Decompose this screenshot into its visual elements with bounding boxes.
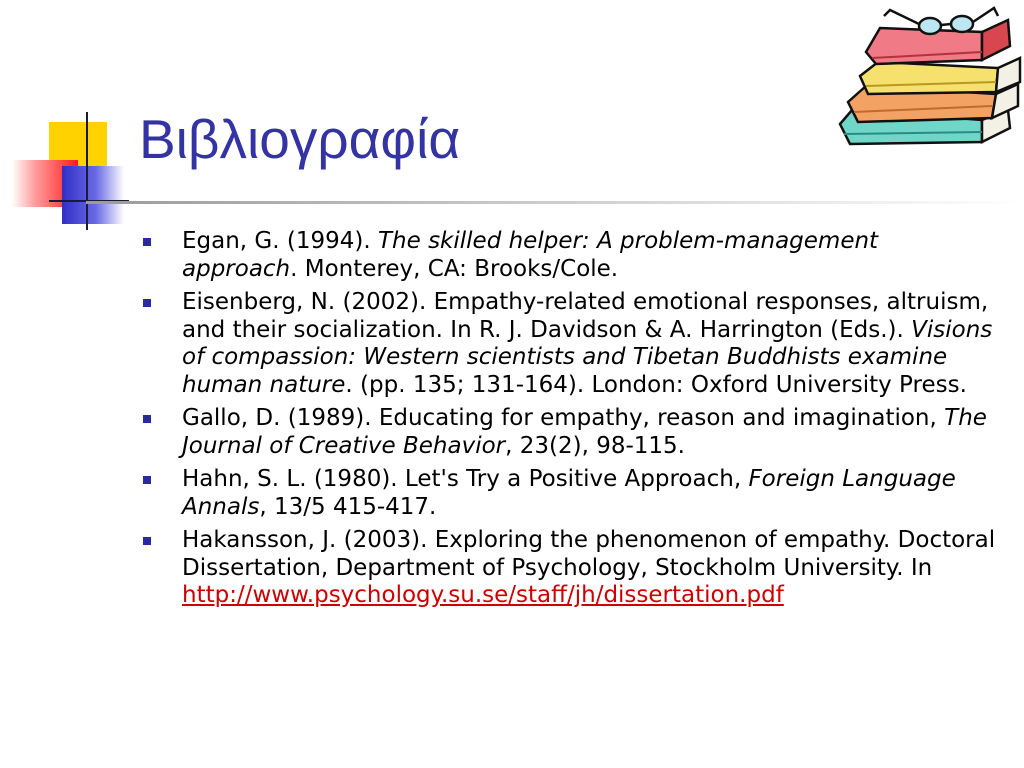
reference-item bbox=[140, 405, 1000, 460]
reference-item bbox=[140, 466, 1000, 521]
reference-text: Hakansson, J. (2003). Exploring the phenomenon of empathy. Doctoral Dissertation, Department of Psychology, Stockholm University. In bbox=[182, 527, 996, 581]
books-icon bbox=[832, 2, 1024, 157]
reference-title: Visions of compassion: Western scientists and Tibetan Buddhists examine human nature bbox=[182, 316, 993, 398]
reference-text: , 23(2), 98-115. bbox=[505, 432, 685, 459]
reference-item bbox=[140, 527, 1000, 610]
slide-title: Βιβλιογραφία bbox=[139, 108, 461, 170]
reference-text: Eisenberg, N. (2002). Empathy-related emotional responses, altruism, and their socialization. In R. J. Davidson & A. Harrington (Eds.). bbox=[182, 289, 989, 343]
reference-text: . (pp. 135; 131-164). London: Oxford University Press. bbox=[345, 371, 967, 398]
decor-blue-square bbox=[62, 166, 124, 224]
reference-title: The Journal of Creative Behavior bbox=[182, 405, 987, 459]
bullet-icon bbox=[143, 238, 151, 246]
decor-vertical-line bbox=[86, 112, 88, 230]
bullet-icon bbox=[143, 537, 151, 545]
reference-text: , 13/5 415-417. bbox=[259, 493, 437, 520]
reference-item bbox=[140, 289, 1000, 399]
reference-text: . Monterey, CA: Brooks/Cole. bbox=[290, 255, 619, 282]
reference-text: Hahn, S. L. (1980). Let's Try a Positive Approach, bbox=[182, 466, 749, 492]
reference-item bbox=[140, 228, 1000, 283]
reference-list bbox=[140, 228, 1000, 616]
reference-title: Foreign Language Annals bbox=[182, 466, 956, 520]
bullet-icon bbox=[143, 299, 151, 307]
reference-text: Egan, G. (1994). bbox=[182, 228, 378, 254]
title-rule bbox=[86, 201, 1024, 204]
reference-title: The skilled helper: A problem-management approach bbox=[182, 228, 879, 282]
bullet-icon bbox=[143, 415, 151, 423]
reference-text: Gallo, D. (1989). Educating for empathy, reason and imagination, bbox=[182, 405, 945, 431]
bullet-icon bbox=[143, 476, 151, 484]
dissertation-link[interactable]: http://www.psychology.su.se/staff/jh/dissertation.pdf bbox=[182, 582, 784, 608]
